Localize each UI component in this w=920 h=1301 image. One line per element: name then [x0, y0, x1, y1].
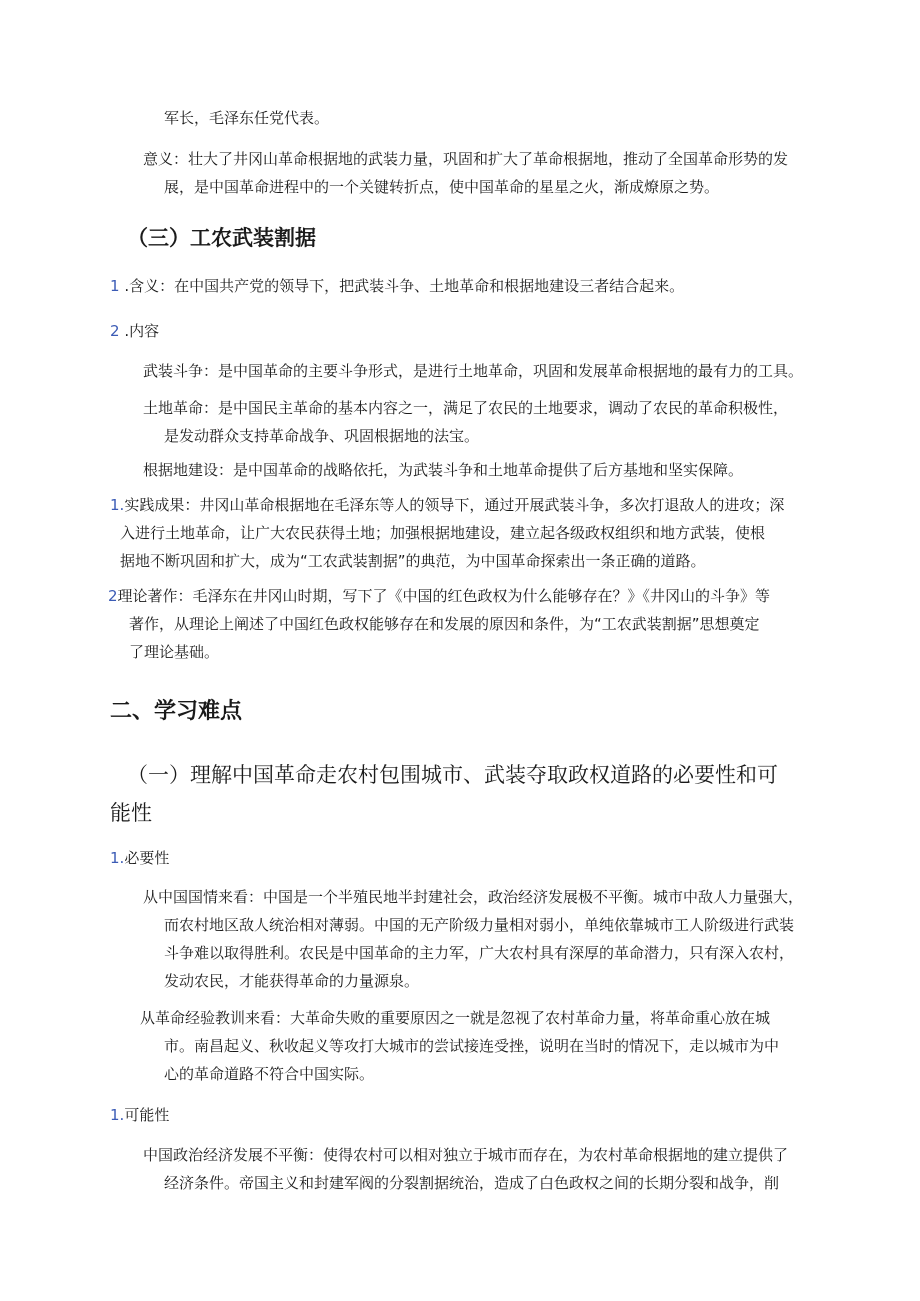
text-line: 而农村地区敌人统治相对薄弱。中国的无产阶级力量相对弱小，单纯依靠城市工人阶级进行武装: [164, 916, 795, 934]
item-number: 2: [110, 322, 120, 340]
text-line: 著作，从理论上阐述了中国红色政权能够存在和发展的原因和条件，为“工农武装割据”思想奠定: [129, 615, 760, 633]
list-item-shijian: [110, 491, 784, 575]
heading-line: （一）理解中国革命走农村包围城市、武装夺取政权道路的必要性和可: [127, 763, 778, 787]
heading-yi: [110, 756, 778, 832]
paragraph-tudi: [143, 394, 788, 450]
text-line: 从中国国情来看：中国是一个半殖民地半封建社会，政治经济发展极不平衡。城市中敌人力量强大，: [143, 888, 804, 906]
item-number: 2: [108, 587, 118, 605]
paragraph-guoqing: [143, 883, 803, 995]
text-line: 了理论基础。: [129, 643, 220, 661]
text-line: 斗争难以取得胜利。农民是中国革命的主力军，广大农村具有深厚的革命潜力，只有深入农村，: [164, 944, 795, 962]
paragraph-junzhang: 军长，毛泽东任党代表。: [164, 109, 330, 127]
text-line: 理论著作：毛泽东在井冈山时期，写下了《中国的红色政权为什么能够存在？》《井冈山的斗争》等: [117, 587, 771, 605]
list-item-neirong: [110, 317, 159, 345]
item-number: 1.: [110, 1106, 125, 1124]
text-line: 是发动群众支持革命战争、巩固根据地的法宝。: [164, 427, 480, 445]
heading-er: 二、学习难点: [110, 699, 243, 724]
list-item-biyao: [110, 844, 169, 872]
item-number: 1: [110, 277, 120, 295]
paragraph-genjudi: 根据地建设：是中国革命的战略依托，为武装斗争和土地革命提供了后方基地和坚实保障。: [143, 461, 744, 479]
item-text: 必要性: [124, 849, 170, 867]
item-text: .内容: [119, 322, 160, 340]
text-line: 从革命经验教训来看：大革命失败的重要原因之一就是忽视了农村革命力量，将革命重心放在城: [140, 1009, 771, 1027]
item-text: .含义：在中国共产党的领导下，把武装斗争、土地革命和根据地建设三者结合起来。: [119, 277, 685, 295]
heading-line: 能性: [110, 801, 152, 825]
item-number: 1.: [110, 849, 125, 867]
list-item-keneng: [110, 1101, 169, 1129]
text-line: 土地革命：是中国民主革命的基本内容之一，满足了农民的土地要求，调动了农民的革命积极性，: [143, 399, 789, 417]
text-line: 意义：壮大了井冈山革命根据地的武装力量，巩固和扩大了革命根据地，推动了全国革命形势的发: [143, 150, 789, 168]
list-item-hanyi: [110, 272, 684, 300]
text-line: 实践成果：井冈山革命根据地在毛泽东等人的领导下，通过开展武装斗争，多次打退敌人的进攻；深: [124, 496, 785, 514]
text-line: 经济条件。帝国主义和封建军阀的分裂割据统治，造成了白色政权之间的长期分裂和战争，削: [164, 1174, 780, 1192]
paragraph-jingyan: [140, 1004, 779, 1088]
text-line: 心的革命道路不符合中国实际。: [164, 1065, 375, 1083]
item-number: 1.: [110, 496, 125, 514]
paragraph-yiyi: [143, 145, 788, 201]
text-line: 市。南昌起义、秋收起义等攻打大城市的尝试接连受挫，说明在当时的情况下，走以城市为中: [164, 1037, 780, 1055]
list-item-lilun: [108, 582, 770, 666]
text-line: 展，是中国革命进程中的一个关键转折点，使中国革命的星星之火，渐成燎原之势。: [164, 178, 720, 196]
item-text: 可能性: [124, 1106, 170, 1124]
text-line: 中国政治经济发展不平衡：使得农村可以相对独立于城市而存在，为农村革命根据地的建立提供了: [143, 1146, 789, 1164]
heading-san: （三）工农武装割据: [127, 226, 316, 250]
paragraph-bupingheng: [143, 1141, 788, 1197]
text-line: 入进行土地革命，让广大农民获得土地；加强根据地建设，建立起各级政权组织和地方武装，使根: [120, 524, 766, 542]
paragraph-wuzhuang: 武装斗争：是中国革命的主要斗争形式，是进行土地革命，巩固和发展革命根据地的最有力的工具。: [143, 362, 804, 380]
text-line: 发动农民，才能获得革命的力量源泉。: [164, 972, 420, 990]
text-line: 据地不断巩固和扩大，成为“工农武装割据”的典范，为中国革命探索出一条正确的道路。: [120, 552, 706, 570]
